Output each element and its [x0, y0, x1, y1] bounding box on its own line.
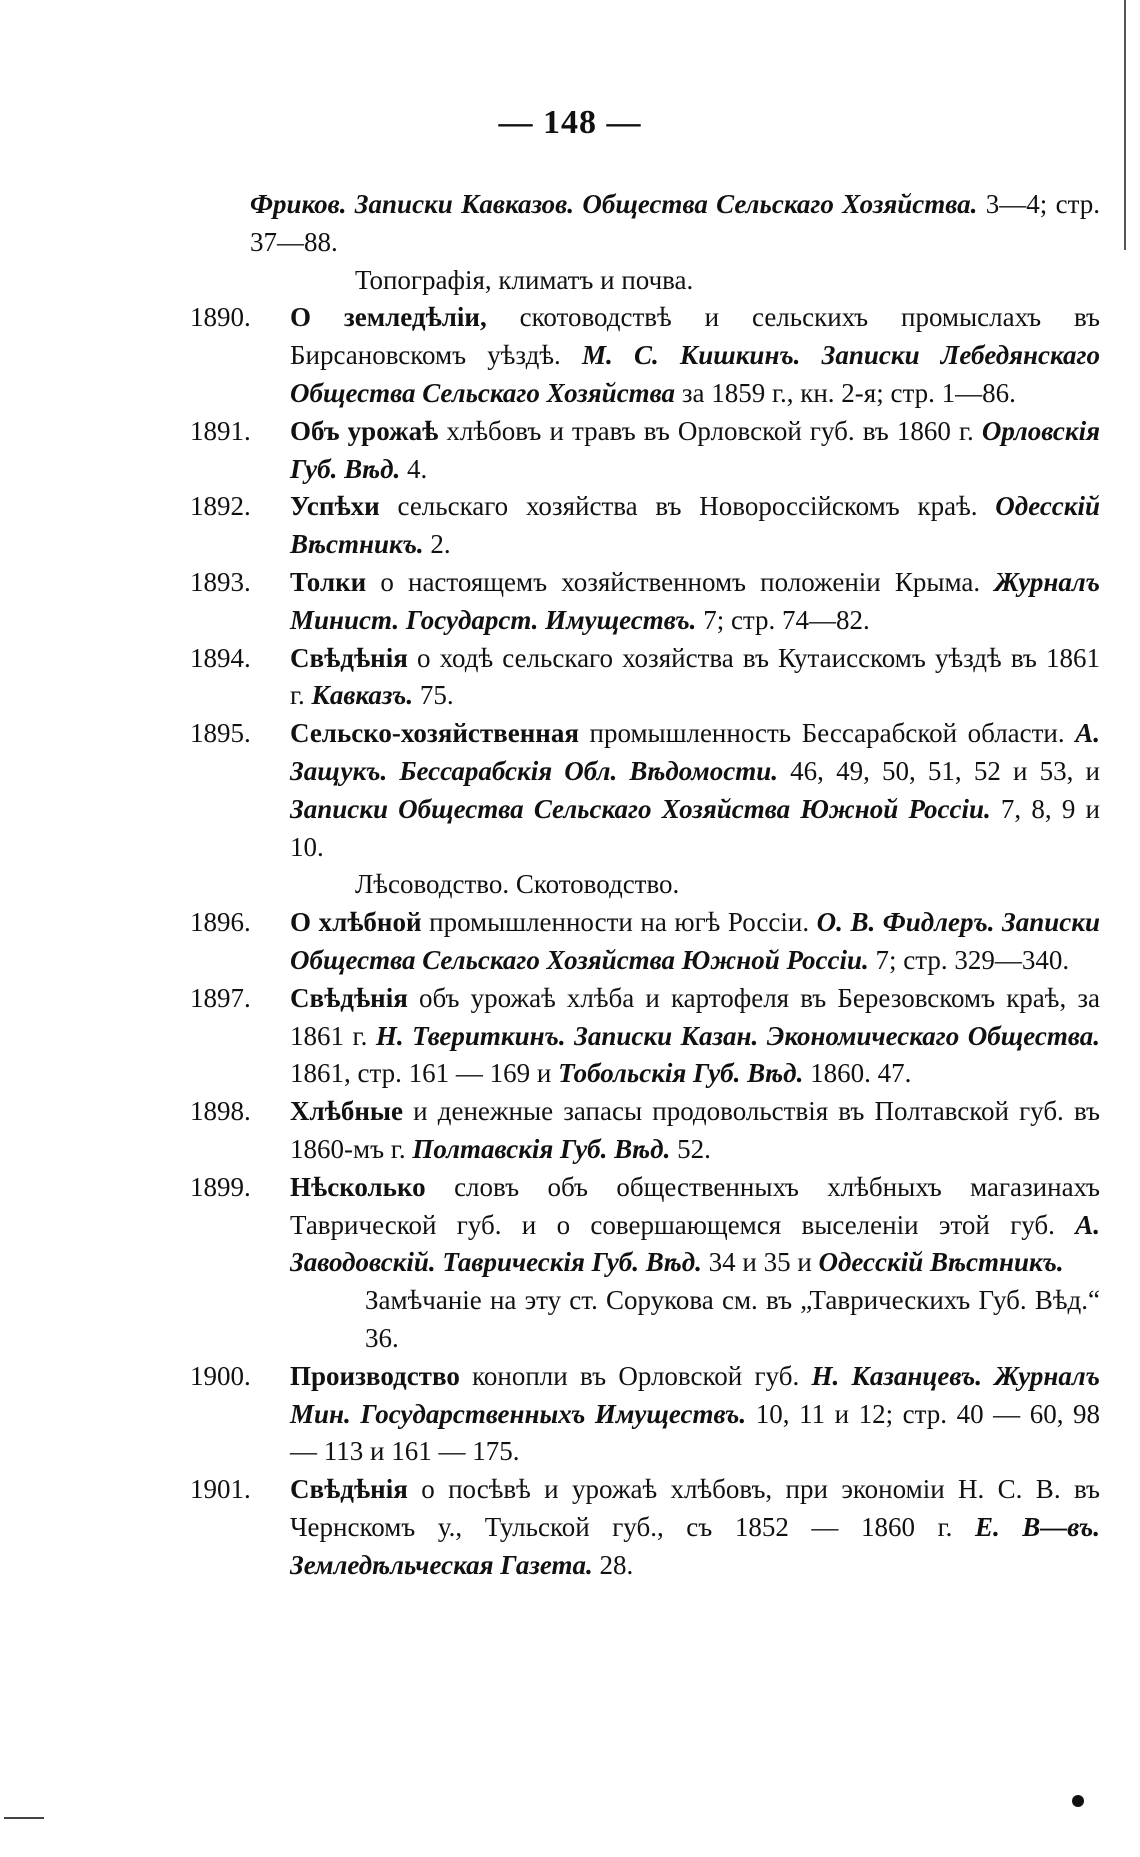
bibliography-entry: [190, 488, 1100, 564]
entry-text: 34 и 35 и: [701, 1247, 819, 1278]
entry-text: 7, 8, 9 и 10.: [290, 793, 1100, 862]
entry-source: Кавказъ.: [311, 680, 414, 711]
entry-source: Е. В—въ. Земледѣльческая Газета.: [290, 1511, 1100, 1580]
entry-title: Свѣдѣнія: [290, 1474, 408, 1505]
bibliography-entry: [190, 186, 1100, 262]
entry-number: 1899.: [190, 1171, 251, 1202]
entry-source: Журналъ Минист. Государст. Имуществъ.: [290, 566, 1100, 635]
entry-number: 1901.: [190, 1474, 251, 1505]
entry-number: 1897.: [190, 982, 251, 1013]
entry-text: хлѣбовъ и травъ въ Орловской губ. въ 1860 г.: [438, 415, 982, 446]
entry-source: М. С. Кишкинъ. Записки Лебедянскаго Общества Сельскаго Хозяйства: [290, 340, 1100, 408]
entry-text: конопли въ Орловской губ.: [459, 1360, 812, 1391]
entry-text: 3—4; стр. 37—88.: [250, 189, 1100, 257]
entry-number: 1900.: [190, 1360, 251, 1391]
entry-source: Н. Казанцевъ. Журналъ Мин. Государственныхъ Имуществъ.: [290, 1360, 1101, 1429]
entry-number: 1898.: [190, 1096, 251, 1127]
entry-title: Свѣдѣнія: [290, 642, 408, 673]
entry-text: словъ объ общественныхъ хлѣбныхъ магазинахъ Таврической губ. и о совершающемся выселеніи этой губ.: [290, 1171, 1100, 1240]
entry-text: 52.: [670, 1133, 711, 1164]
entry-text: скотоводствѣ и сельскихъ промыслахъ въ Бирсановскомъ уѣздѣ.: [290, 302, 1100, 371]
entry-number: 1890.: [190, 302, 251, 333]
entry-title: Хлѣбные: [290, 1096, 403, 1127]
entry-text: 7; стр. 74—82.: [696, 604, 870, 635]
entry-text: промышленности на югѣ Россіи.: [421, 907, 817, 938]
bibliography-entry: [190, 564, 1100, 640]
entry-number: 1895.: [190, 718, 251, 749]
section-subheading: Топографія, климатъ и почва.: [355, 264, 694, 295]
entry-text: 7; стр. 329—340.: [868, 944, 1070, 975]
entry-title: Объ урожаѣ: [290, 415, 439, 446]
entry-title: О земледѣліи,: [290, 302, 487, 333]
entry-text: о ходѣ сельскаго хозяйства въ Кутаисскомъ уѣздѣ въ 1861 г.: [290, 642, 1100, 711]
bottom-left-mark: [4, 1817, 44, 1819]
entry-text: промышленность Бессарабской области.: [578, 718, 1076, 749]
entry-text: и денежные запасы продовольствія въ Полтавской губ. въ 1860-мъ г.: [290, 1096, 1100, 1164]
bibliography-entry: [190, 715, 1100, 866]
page-number: — 148 —: [498, 104, 642, 141]
entry-number: 1896.: [190, 907, 251, 938]
entry-text: о посѣвѣ и урожаѣ хлѣбовъ, при экономіи Н. С. В. въ Чернскомъ у., Тульской губ., съ 1852 — 1860 г.: [290, 1474, 1100, 1542]
entry-text: о настоящемъ хозяйственномъ положеніи Крыма.: [366, 566, 995, 597]
entry-text: 1861, стр. 161 — 169 и: [290, 1058, 559, 1089]
entry-text: 75.: [413, 680, 454, 711]
entry-text: 2.: [423, 529, 451, 560]
entry-number: 1892.: [190, 491, 251, 522]
entry-source: Орловскія Губ. Вѣд.: [290, 415, 1100, 484]
bottom-right-dot: [1072, 1795, 1084, 1807]
entry-title: Сельско-хозяйственная: [290, 718, 579, 749]
entry-text: сельскаго хозяйства въ Новороссійскомъ краѣ.: [379, 491, 996, 522]
entry-number: 1893.: [190, 566, 251, 597]
bibliography-entry: [190, 413, 1100, 489]
bibliography-entry: [190, 299, 1100, 412]
entry-title: Толки: [290, 566, 367, 597]
entry-source: Одесскій Вѣстникъ.: [290, 491, 1100, 560]
entry-source: Фриков. Записки Кавказов. Общества Сельскаго Хозяйства.: [250, 189, 978, 219]
entry-source: Тобольскія Губ. Вѣд.: [558, 1058, 804, 1089]
entry-source: О. В. Фидлеръ. Записки Общества Сельскаго Хозяйства Южной Россіи.: [290, 907, 1100, 975]
entry-text: за 1859 г., кн. 2-я; стр. 1—86.: [675, 377, 1016, 408]
entry-text: 10, 11 и 12; стр. 40 — 60, 98 — 113 и 161 — 175.: [290, 1398, 1101, 1467]
entry-source: А. Защукъ. Бессарабскія Обл. Вѣдомости.: [290, 718, 1100, 786]
bibliography-entry: [190, 1093, 1100, 1169]
entry-source: Одесскій Вѣстникъ.: [818, 1247, 1064, 1278]
bibliography-entry: [190, 1169, 1100, 1282]
entry-source: Полтавскія Губ. Вѣд.: [412, 1133, 671, 1164]
entry-text: 4.: [400, 453, 428, 484]
entry-text: 46, 49, 50, 51, 52 и 53, и: [778, 755, 1100, 786]
entry-title: Нѣсколько: [290, 1171, 426, 1202]
entry-source: Н. Твериткинъ. Записки Казан. Экономическаго Общества.: [375, 1020, 1100, 1051]
entry-title: Производство: [290, 1360, 460, 1391]
entry-text: объ урожаѣ хлѣба и картофеля въ Березовскомъ краѣ, за 1861 г.: [290, 982, 1100, 1051]
bibliography-entry: [190, 980, 1100, 1093]
entry-source: А. Заводовскій. Таврическія Губ. Вѣд.: [290, 1209, 1100, 1278]
entry-title: Успѣхи: [290, 491, 380, 522]
entry-title: О хлѣбной: [290, 907, 422, 938]
entry-title: Свѣдѣнія: [290, 982, 408, 1013]
bibliography-entries: [190, 186, 1100, 1584]
entry-source: Записки Общества Сельскаго Хозяйства Южной Россіи.: [290, 793, 991, 824]
bibliography-entry: [190, 1358, 1100, 1471]
entry-note: Замѣчаніе на эту ст. Сорукова см. въ „Таврическихъ Губ. Вѣд.“ 36.: [365, 1285, 1100, 1353]
entry-text: 28.: [592, 1549, 634, 1580]
entry-number: 1894.: [190, 642, 251, 673]
bibliography-entry: [190, 904, 1100, 980]
entry-number: 1891.: [190, 415, 251, 446]
bibliography-entry: [190, 640, 1100, 716]
entry-text: 1860. 47.: [803, 1058, 912, 1089]
bibliography-entry: [190, 1471, 1100, 1584]
section-subheading: Лѣсоводство. Скотоводство.: [355, 869, 680, 900]
